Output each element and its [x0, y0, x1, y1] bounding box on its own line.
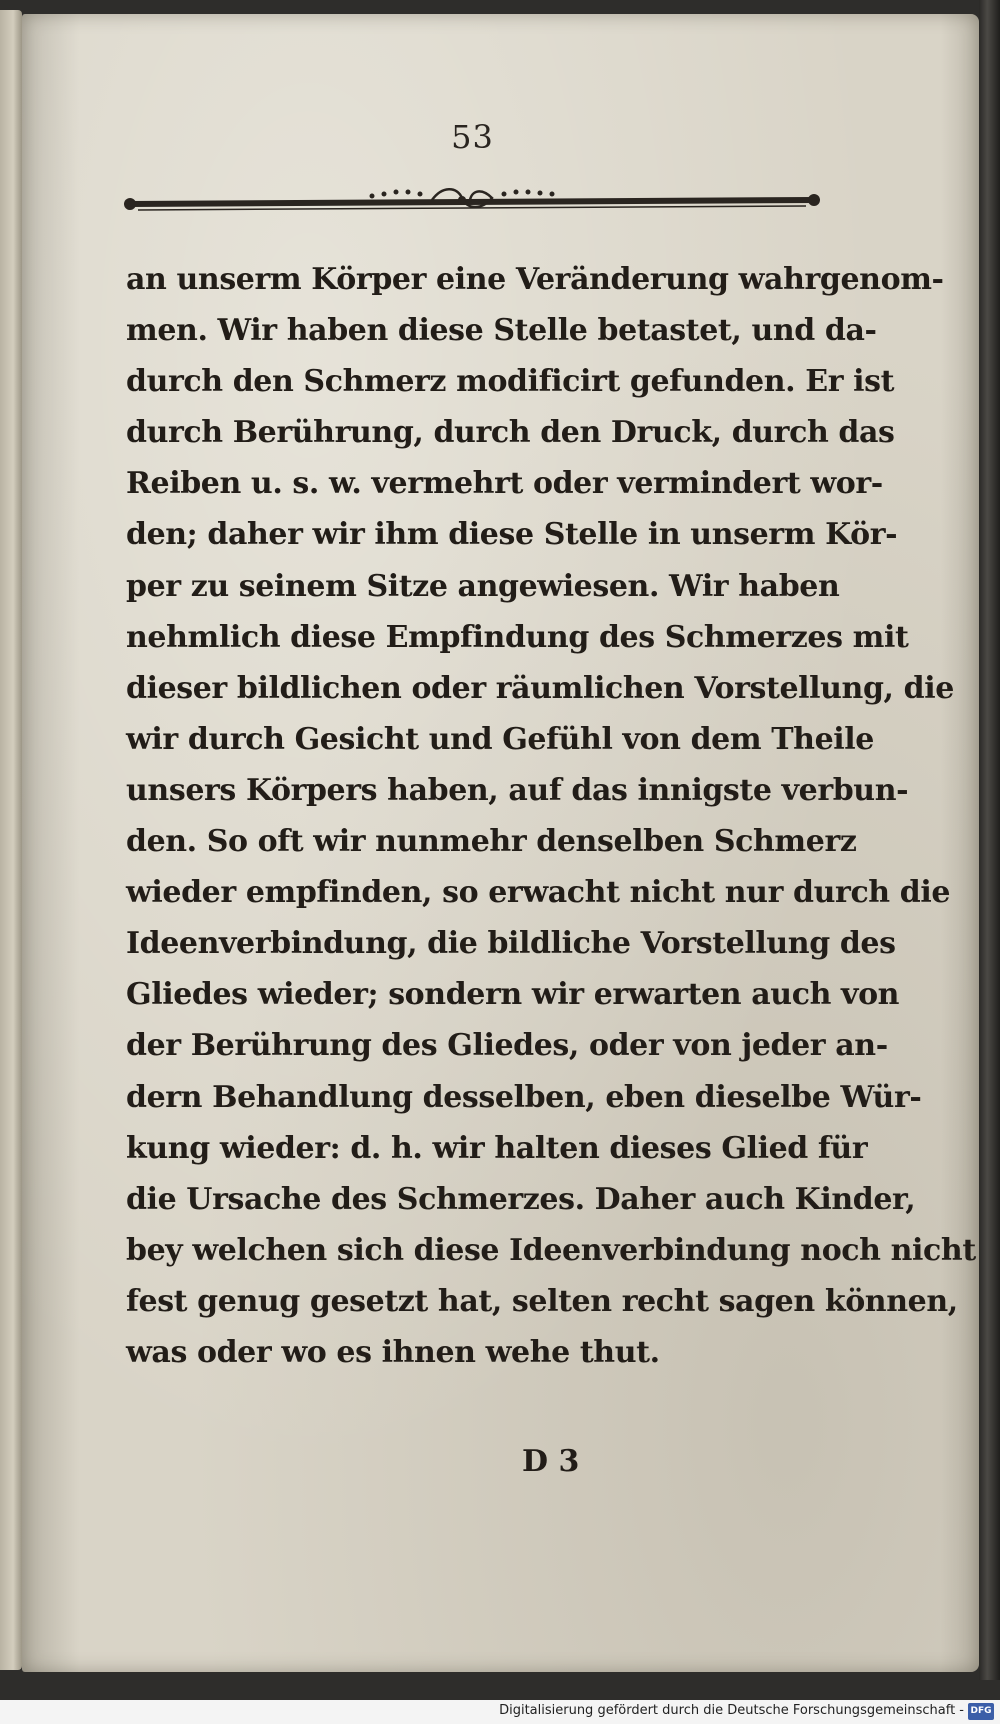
text-line: was oder wo es ihnen wehe thut. [126, 1334, 660, 1370]
page-edge-shadow [979, 0, 1000, 1680]
text-line: Ideenverbindung, die bildliche Vorstellung des [126, 926, 896, 962]
text-line: bey welchen sich diese Ideenverbindung noch nicht [126, 1232, 976, 1268]
previous-page-edge [0, 10, 22, 1670]
text-line: per zu seinem Sitze angewiesen. Wir haben [126, 568, 840, 604]
text-line: dieser bildlichen oder räumlichen Vorstellung, die [126, 670, 954, 706]
text-line: den; daher wir ihm diese Stelle in unserm Kör- [126, 517, 898, 553]
text-line: wir durch Gesicht und Gefühl von dem Theile [126, 721, 874, 757]
text-line: kung wieder: d. h. wir halten dieses Glied für [126, 1130, 868, 1166]
text-line: Reiben u. s. w. vermehrt oder vermindert wor- [126, 466, 883, 502]
text-line: men. Wir haben diese Stelle betastet, und da- [126, 313, 877, 349]
book-page [22, 14, 979, 1672]
page-number: 53 [451, 118, 494, 156]
text-line: den. So oft wir nunmehr denselben Schmerz [126, 824, 857, 860]
text-line: dern Behandlung desselben, eben dieselbe Wür- [126, 1079, 922, 1115]
text-line: durch den Schmerz modificirt gefunden. Er ist [126, 364, 895, 400]
text-line: Gliedes wieder; sondern wir erwarten auch von [126, 977, 900, 1013]
ornamental-rule [122, 180, 822, 224]
text-line: die Ursache des Schmerzes. Daher auch Kinder, [126, 1181, 916, 1217]
text-line: nehmlich diese Empfindung des Schmerzes mit [126, 619, 909, 655]
dfg-logo: DFG [968, 1703, 994, 1720]
signature-catchword: D 3 [522, 1444, 580, 1479]
footer-bar [0, 1700, 1000, 1724]
text-line: an unserm Körper eine Veränderung wahrgenom- [126, 262, 944, 297]
text-line: der Berührung des Gliedes, oder von jeder an- [126, 1028, 888, 1064]
body-text [126, 254, 976, 1378]
funding-notice: Digitalisierung gefördert durch die Deutsche Forschungsgemeinschaft - [499, 1703, 964, 1718]
text-line: durch Berührung, durch den Druck, durch das [126, 415, 895, 451]
text-line: unsers Körpers haben, auf das innigste verbun- [126, 772, 909, 808]
text-line: wieder empfinden, so erwacht nicht nur durch die [126, 875, 951, 911]
text-line: fest genug gesetzt hat, selten recht sagen können, [126, 1283, 958, 1319]
